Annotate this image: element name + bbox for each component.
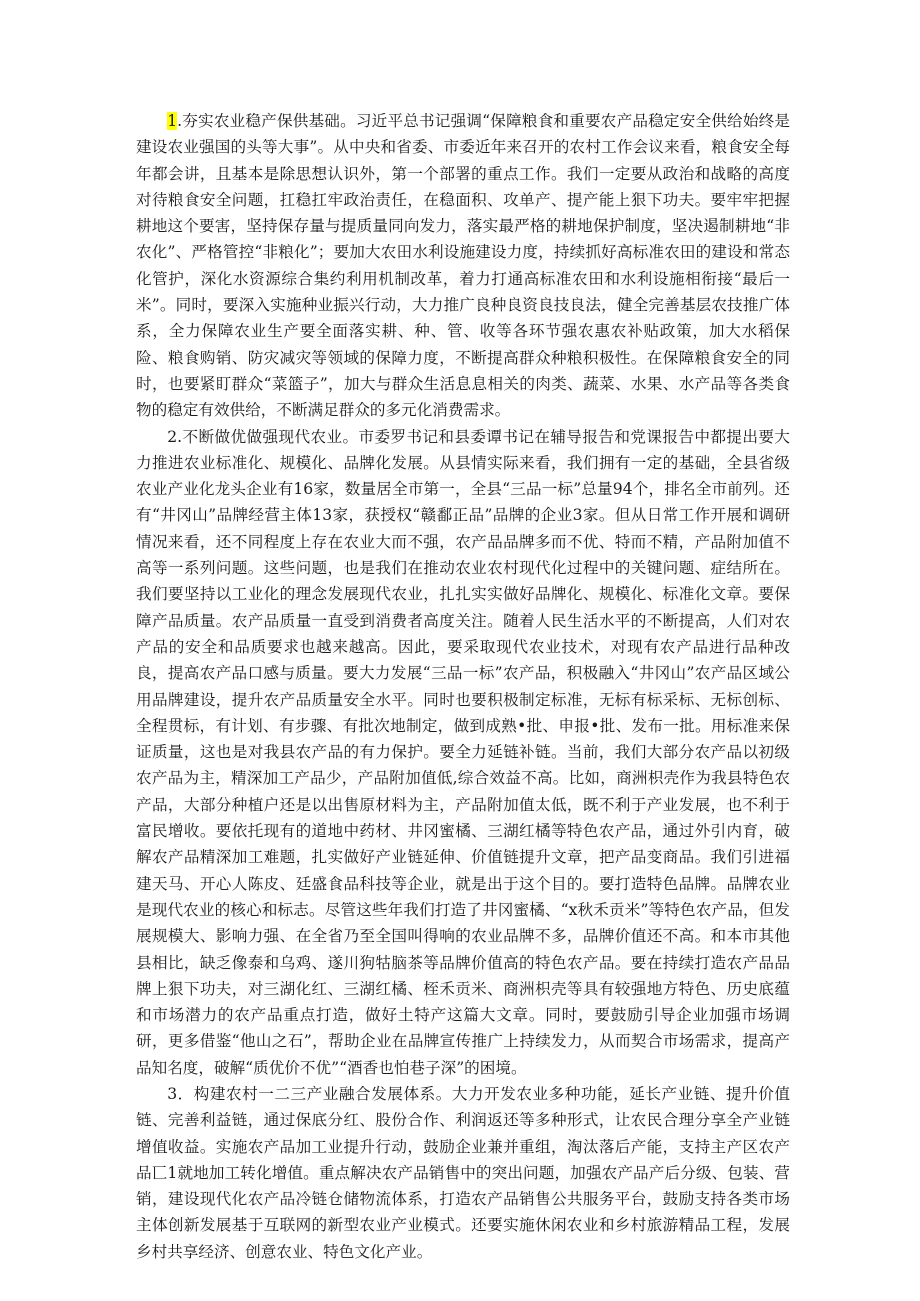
paragraph-1	[136, 108, 790, 424]
paragraph-3: 3．构建农村一二三产业融合发展体系。大力开发农业多种功能，延长产业链、提升价值链、完善利益链，通过保底分红、股份合作、利润返还等多种形式，让农民合理分享全产业链增值收益。实施农产品加工业提升行动，鼓励企业兼并重组，淘汰落后产能，支持主产区农产品匸1就地加工转化增值。重点解决农产品销售中的突出问题，加强农产品产后分级、包装、营销，建设现代化农产品冷链仓储物流体系，打造农产品销售公共服务平台，鼓励支持各类市场主体创新发展基于互联网的新型农业产业模式。还要实施休闲农业和乡村旅游精品工程，发展乡村共享经济、创意农业、特色文化产业。	[136, 1084, 790, 1261]
paragraph-2: 2.不断做优做强现代农业。市委罗书记和县委谭书记在辅导报告和党课报告中都提出要大力推进农业标准化、规模化、品牌化发展。从县情实际来看，我们拥有一定的基础，全县省级农业产业化龙头企业有16家，数量居全市第一，全县“三品一标”总量94个，排名全市前列。还有“井冈山”品牌经营主体13家，获授权“赣鄱正品”品牌的企业3家。但从日常工作开展和调研情况来看，还不同程度上存在农业大而不强，农产品品牌多而不优、特而不精，产品附加值不高等一系列问题。这些问题，也是我们在推动农业农村现代化过程中的关键问题、症结所在。我们要坚持以工业化的理念发展现代农业，扎扎实实做好品牌化、规模化、标准化文章。要保障产品质量。农产品质量一直受到消费者高度关注。随着人民生活水平的不断提高，人们对农产品的安全和品质要求也越来越高。因此，要采取现代农业技术，对现有农产品进行品种改良，提高农产品口感与质量。要大力发展“三品一标”农产品，积极融入“井冈山”农产品区域公用品牌建设，提升农产品质量安全水平。同时也要积极制定标准，无标有标采标、无标创标、全程贯标，有计划、有步骤、有批次地制定，做到成熟•批、申报•批、发布一批。用标准来保证质量，这也是对我县农产品的有力保护。要全力延链补链。当前，我们大部分农产品以初级农产品为主，精深加工产品少，产品附加值低,综合效益不高。比如，商洲枳壳作为我县特色农产品，大部分种植户还是以出售原材料为主，产品附加值太低，既不利于产业发展，也不利于富民增收。要依托现有的道地中药材、井冈蜜橘、三湖红橘等特色农产品，通过外引内育，破解农产品精深加工难题，扎实做好产业链延伸、价值链提升文章，把产品变商品。我们引进福建天马、开心人陈皮、廷盛食品科技等企业，就是出于这个目的。要打造特色品牌。品牌农业是现代农业的核心和标志。尽管这些年我们打造了井冈蜜橘、“x秋禾贡米”等特色农产品，但发展规模大、影响力强、在全省乃至全国叫得响的农业品牌不多，品牌价值还不高。和本市其他县相比，缺乏像泰和乌鸡、遂川狗牯脑茶等品牌价值高的特色农产品。要在持续打造农产品品牌上狠下功夫，对三湖化红、三湖红橘、桎禾贡米、商洲枳壳等具有较强地方特色、历史底蕴和市场潜力的农产品重点打造，做好土特产这篇大文章。同时，要鼓励引导企业加强市场调研，更多借鉴“他山之石”，帮助企业在品牌宣传推广上持续发力，从而契合市场需求，提高产品知名度，破解“质优价不优”“酒香也怕巷子深”的困境。	[136, 427, 790, 1077]
document-body	[136, 108, 790, 1265]
paragraph-number-highlight: 1	[167, 112, 178, 130]
paragraph-1-text: .夯实农业稳产保供基础。习近平总书记强调“保障粮食和重要农产品稳定安全供给始终是建设农业强国的头等大事”。从中央和省委、市委近年来召开的农村工作会议来看，粮食安全每年都会讲，且基本是除思想认识外，第一个部署的重点工作。我们一定要从政治和战略的高度对待粮食安全问题，扛稳扛牢政治责任，在稳面积、攻单产、提产能上狠下功夫。要牢牢把握耕地这个要害，坚持保存量与提质量同向发力，落实最严格的耕地保护制度，坚决遏制耕地“非农化”、严格管控“非粮化”；要加大农田水利设施建设力度，持续抓好高标准农田的建设和常态化管护，深化水资源综合集约利用机制改革，着力打通高标准农田和水利设施相衔接“最后一米”。同时，要深入实施种业振兴行动，大力推广良种良资良技良法，健全完善基层农技推广体系，全力保障农业生产要全面落实耕、种、管、收等各环节强农惠农补贴政策，加大水稻保险、粮食购销、防灾减灾等领域的保障力度，不断提高群众种粮积极性。在保障粮食安全的同时，也要紧盯群众“菜篮子”，加大与群众生活息息相关的肉类、蔬菜、水果、水产品等各类食物的稳定有效供给，不断满足群众的多元化消费需求。	[136, 112, 790, 420]
